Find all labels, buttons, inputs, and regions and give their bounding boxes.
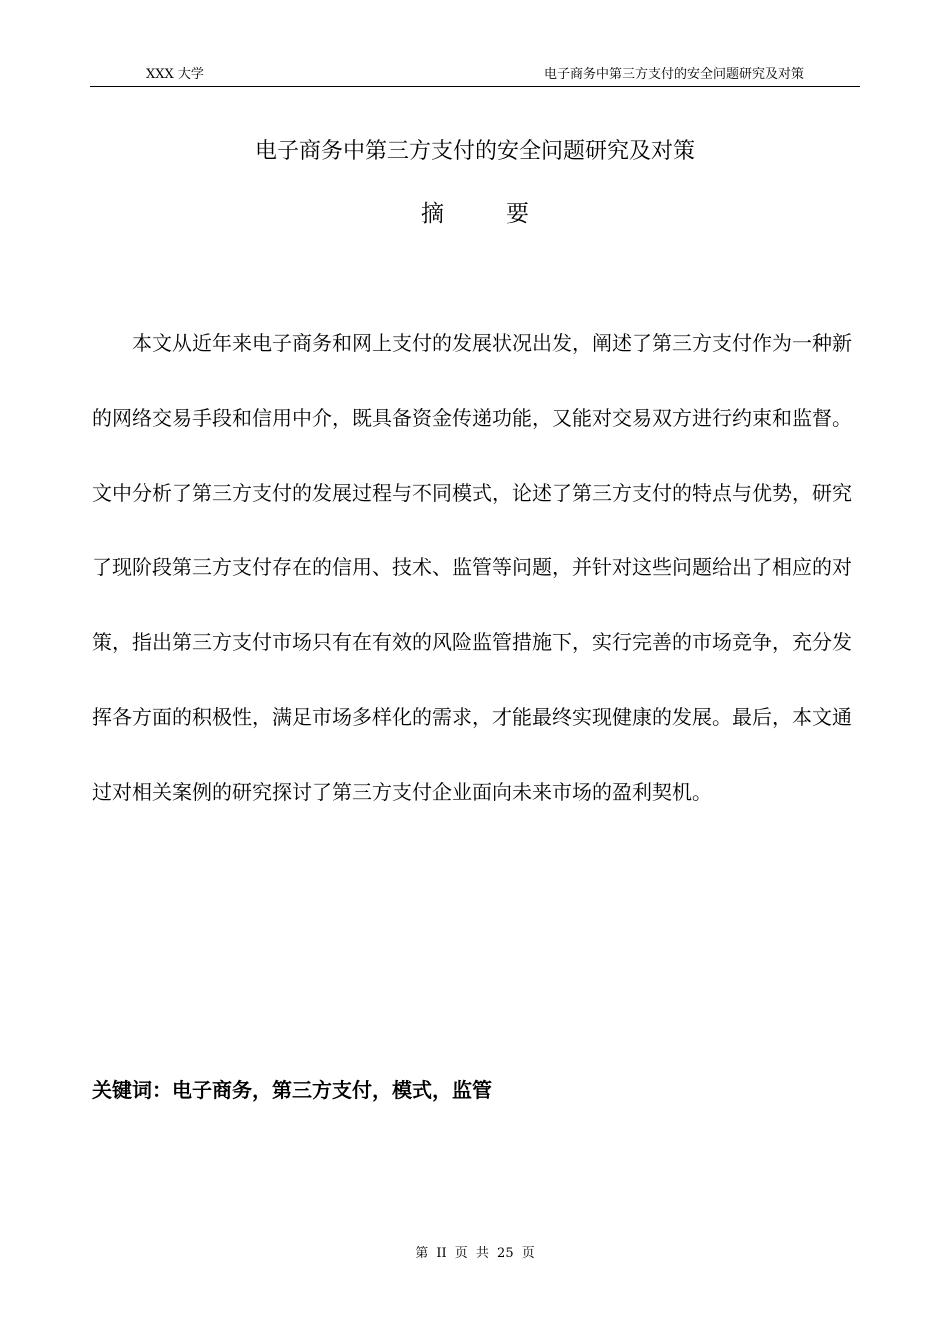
document-title: 电子商务中第三方支付的安全问题研究及对策 [254, 139, 695, 164]
page-header [90, 64, 860, 87]
keywords-line: 关键词：电子商务，第三方支付，模式，监管 [92, 1078, 492, 1102]
page-footer: 第 II 页 共 25 页 [415, 1246, 535, 1261]
header-document-title: 电子商务中第三方支付的安全问题研究及对策 [543, 67, 804, 82]
header-university: XXX 大学 [146, 67, 204, 82]
abstract-body: 本文从近年来电子商务和网上支付的发展状况出发，阐述了第三方支付作为一种新的网络交易手段和信用中介，既具备资金传递功能，又能对交易双方进行约束和监督。文中分析了第三方支付的发展过程与不同模式，论述了第三方支付的特点与优势，研究了现阶段第三方支付存在的信用、技术、监管等问题，并针对这些问题给出了相应的对策，指出第三方支付市场只有在有效的风险监管措施下，实行完善的市场竞争，充分发挥各方面的积极性，满足市场多样化的需求，才能最终实现健康的发展。最后，本文通过对相关案例的研究探讨了第三方支付企业面向未来市场的盈利契机。 [92, 331, 852, 804]
abstract-heading: 摘要 [421, 201, 591, 227]
